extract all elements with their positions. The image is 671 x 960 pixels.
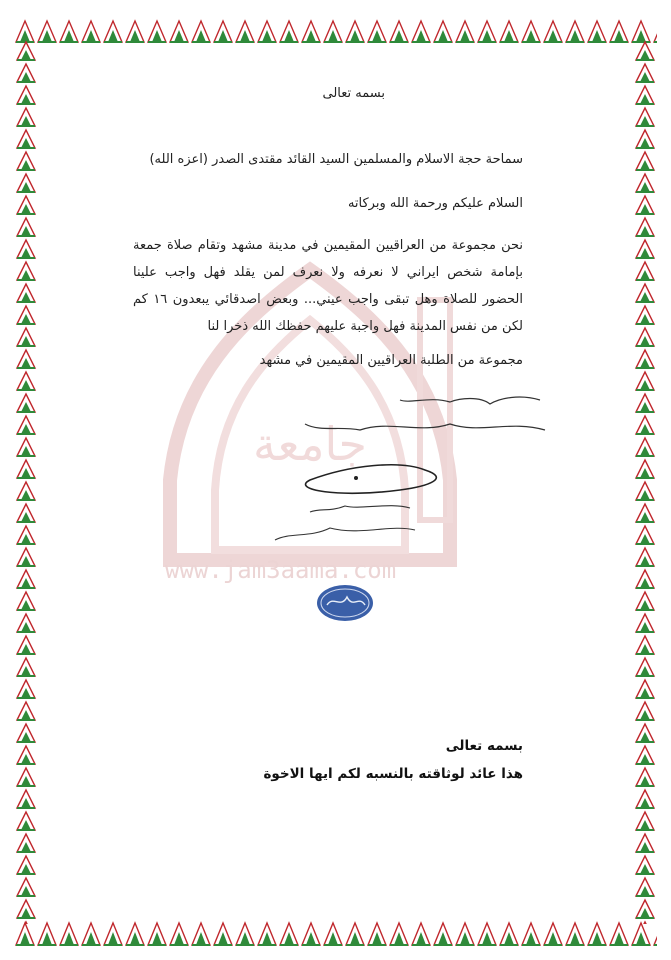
decorative-border-bottom bbox=[14, 919, 657, 947]
letter-signoff: مجموعة من الطلبة العراقيين المقيمين في مشهد bbox=[259, 353, 523, 368]
typed-reply bbox=[263, 738, 523, 794]
decorative-border-top bbox=[14, 18, 657, 44]
watermark-text: www.jam3aama.com bbox=[165, 556, 397, 584]
typed-reply-line1: بسمه تعالى bbox=[445, 738, 523, 754]
letter-question: نحن مجموعة من العراقيين المقيمين في مدينة مشهد وتقام صلاة جمعة بإمامة شخص ايراني لا نعرفه ولا نعرف لمن يقلد فهل واجب علينا الحضور للصلاة وهل تبقى واجب عيني... وبعض اصدقائي يبعدون ١٦ كم لكن من نفس المدينة فهل واجبة عليهم حفظك الله ذخرا لنا bbox=[133, 238, 523, 334]
letter-greeting: السلام عليكم ورحمة الله وبركاته bbox=[347, 196, 523, 211]
letter-addressee: سماحة حجة الاسلام والمسلمين السيد القائد مقتدى الصدر (اعزه الله) bbox=[149, 152, 523, 167]
seal-stamp bbox=[315, 583, 375, 623]
letter-heading: بسمه تعالى bbox=[322, 86, 385, 101]
decorative-border-left bbox=[14, 40, 40, 924]
svg-text:جامعة: جامعة bbox=[253, 417, 367, 471]
handwritten-reply bbox=[250, 390, 550, 570]
decorative-border-right bbox=[633, 40, 659, 924]
typed-reply-line2: هذا عائد لوثاقته بالنسبه لكم ايها الاخوة bbox=[263, 766, 523, 782]
